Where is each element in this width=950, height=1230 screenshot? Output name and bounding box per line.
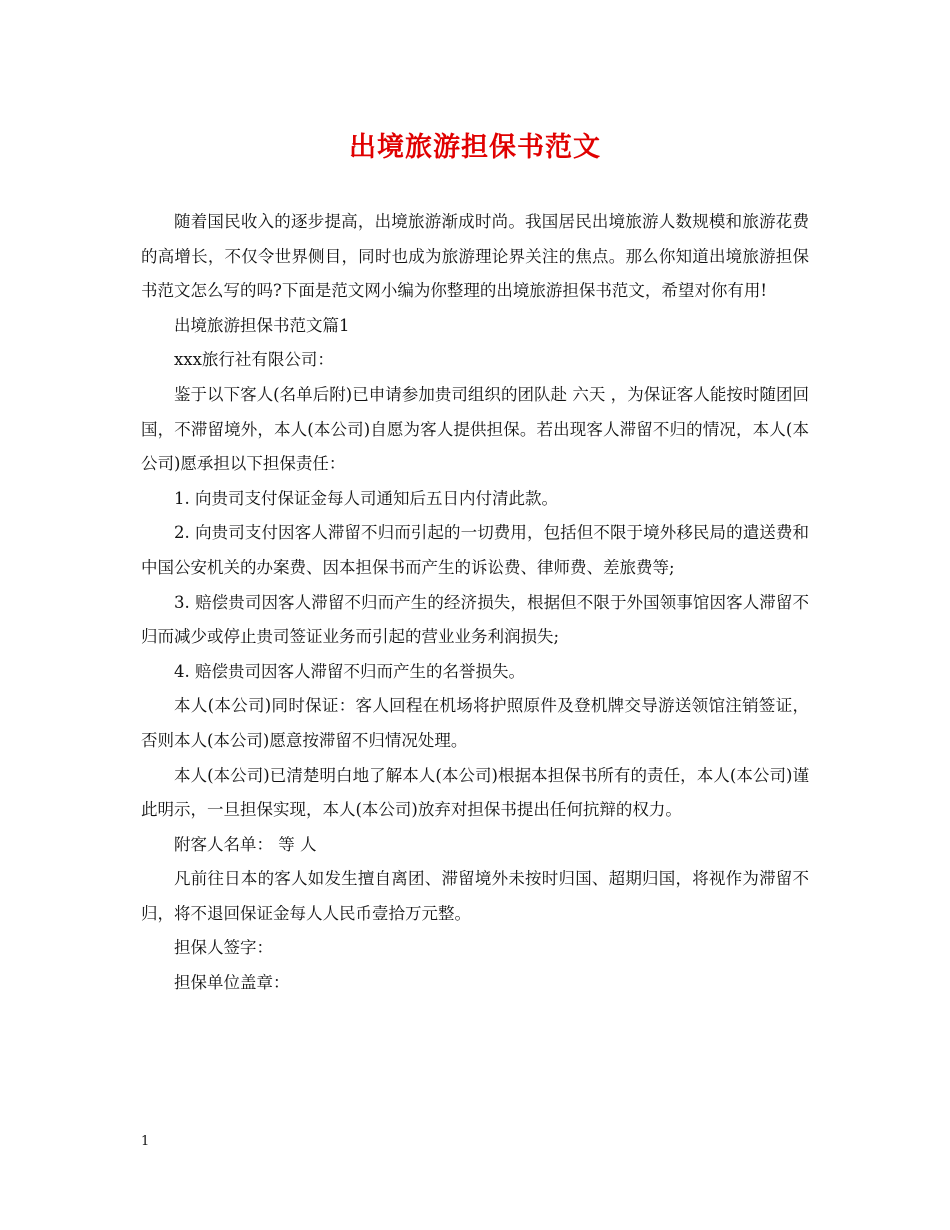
guarantee-statement: 鉴于以下客人(名单后附)已申请参加贵司组织的团队赴 六天 ，为保证客人能按时随团回国，不滞留境外，本人(本公司)自愿为客人提供担保。若出现客人滞留不归的情况，本人(本公司)愿承担以下担保责任： — [141, 384, 809, 474]
guest-list: 附客人名单： 等 人 — [174, 834, 317, 854]
clause-4: 4. 赔偿贵司因客人滞留不归而产生的名誉损失。 — [174, 661, 525, 681]
clause-2: 2. 向贵司支付因客人滞留不归而引起的一切费用，包括但不限于境外移民局的遣送费和中国公安机关的办案费、因本担保书而产生的诉讼费、律师费、差旅费等; — [141, 523, 809, 577]
company-seal: 担保单位盖章： — [174, 973, 290, 993]
waiver-statement: 本人(本公司)已清楚明白地了解本人(本公司)根据本担保书所有的责任，本人(本公司)谨此明示，一旦担保实现，本人(本公司)放弃对担保书提出任何抗辩的权力。 — [141, 765, 809, 820]
guarantor-signature: 担保人签字： — [174, 938, 273, 958]
intro-paragraph: 随着国民收入的逐步提高，出境旅游渐成时尚。我国居民出境旅游人数规模和旅游花费的高增长，不仅令世界侧目，同时也成为旅游理论界关注的焦点。那么你知道出境旅游担保书范文怎么写的吗?下面是范文网小编为你整理的出境旅游担保书范文，希望对你有用! — [141, 212, 809, 301]
document-body — [141, 205, 809, 1001]
section-heading: 出境旅游担保书范文篇1 — [174, 315, 350, 335]
japan-clause: 凡前往日本的客人如发生擅自离团、滞留境外未按时归国、超期归国，将视作为滞留不归，将不退回保证金每人人民币壹拾万元整。 — [141, 869, 809, 923]
clause-3: 3. 赔偿贵司因客人滞留不归而产生的经济损失，根据但不限于外国领事馆因客人滞留不归而减少或停止贵司签证业务而引起的营业业务利润损失; — [141, 592, 809, 647]
document-title: 出境旅游担保书范文 — [349, 132, 601, 163]
clause-1: 1. 向贵司支付保证金每人司通知后五日内付清此款。 — [174, 488, 558, 508]
page-number: 1 — [141, 1134, 150, 1149]
addressee: xxx旅行社有限公司： — [174, 350, 334, 370]
return-guarantee: 本人(本公司)同时保证：客人回程在机场将护照原件及登机牌交导游送领馆注销签证，否则本人(本公司)愿意按滞留不归情况处理。 — [141, 696, 809, 750]
